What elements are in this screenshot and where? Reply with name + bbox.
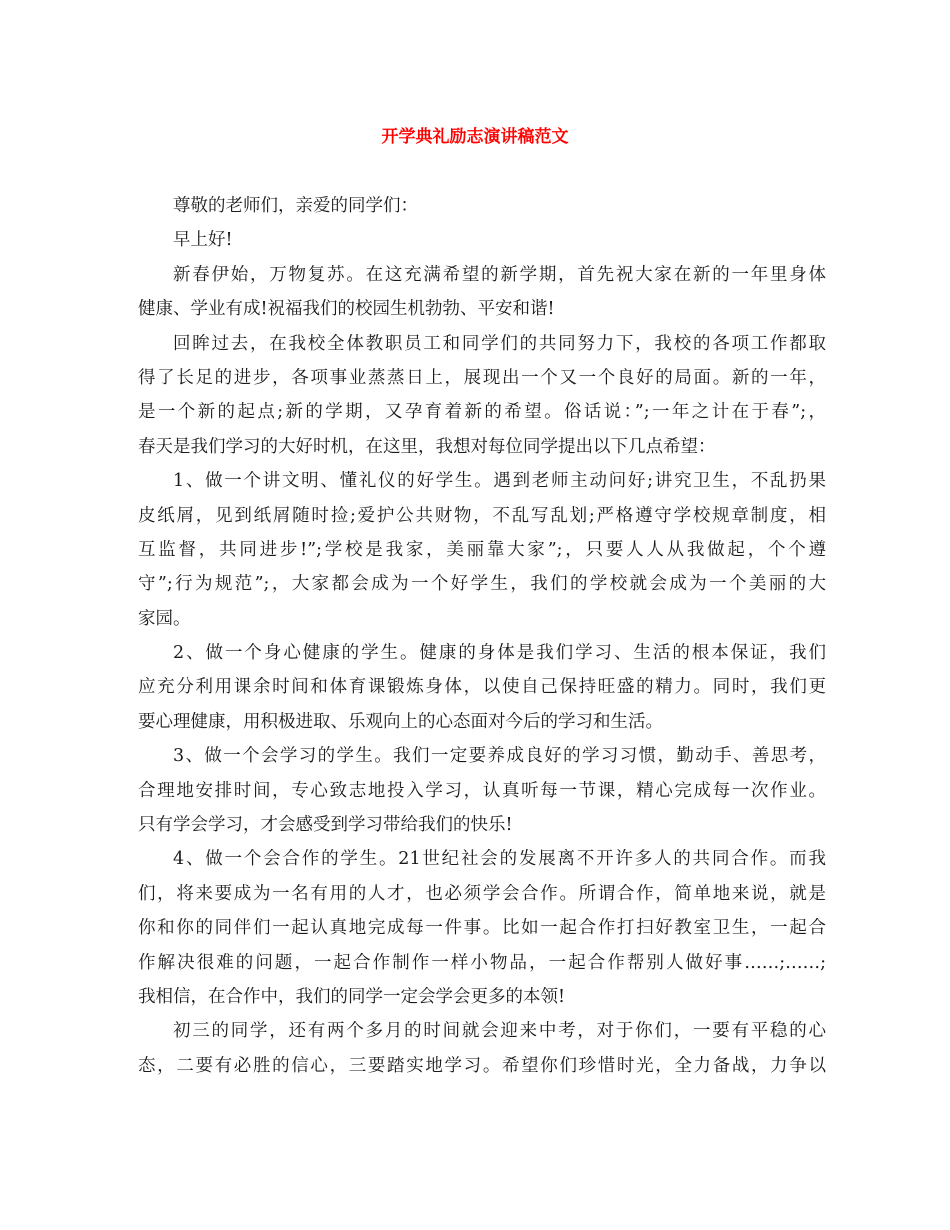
body-line: 态，二要有必胜的信心，三要踏实地学习。希望你们珍惜时光，全力备战，力争以 — [138, 1055, 826, 1076]
body-line: 应充分利用课余时间和体育课锻炼身体，以使自己保持旺盛的精力。同时，我们更 — [138, 677, 826, 698]
body-line: 春天是我们学习的大好时机，在这里，我想对每位同学提出以下几点希望： — [138, 436, 716, 457]
body-line: 作解决很难的问题，一起合作制作一样小物品，一起合作帮别人做好事……;……; — [138, 952, 826, 973]
body-line: 要心理健康，用积极进取、乐观向上的心态面对今后的学习和生活。 — [138, 711, 663, 732]
body-line: 皮纸屑，见到纸屑随时捡;爱护公共财物，不乱写乱划;严格遵守学校规章制度，相 — [138, 505, 826, 526]
body-line: 1、做一个讲文明、懂礼仪的好学生。遇到老师主动问好;讲究卫生，不乱扔果 — [173, 471, 826, 492]
body-line: 我相信，在合作中，我们的同学一定会学会更多的本领! — [138, 986, 566, 1007]
body-line: 4、做一个会合作的学生。21世纪社会的发展离不开许多人的共同合作。而我 — [173, 849, 826, 870]
body-line: 互监督，共同进步!”;学校是我家，美丽靠大家”;，只要人人从我做起，个个遵 — [138, 539, 826, 560]
body-line: 是一个新的起点;新的学期，又孕育着新的希望。俗话说：”;一年之计在于春”;， — [138, 402, 826, 423]
body-line: 健康、学业有成!祝福我们的校园生机勃勃、平安和谐! — [138, 299, 555, 320]
body-line: 合理地安排时间，专心致志地投入学习，认真听每一节课，精心完成每一次作业。 — [138, 780, 826, 801]
body-line: 2、做一个身心健康的学生。健康的身体是我们学习、生活的根本保证，我们 — [173, 643, 826, 664]
body-line: 家园。 — [138, 608, 191, 629]
body-line: 回眸过去，在我校全体教职员工和同学们的共同努力下，我校的各项工作都取 — [173, 333, 826, 354]
body-line: 3、做一个会学习的学生。我们一定要养成良好的学习习惯，勤动手、善思考， — [173, 746, 826, 767]
body-line: 新春伊始，万物复苏。在这充满希望的新学期，首先祝大家在新的一年里身体 — [173, 264, 826, 285]
body-line: 守”;行为规范”;，大家都会成为一个好学生，我们的学校就会成为一个美丽的大 — [138, 574, 826, 595]
body-line: 们，将来要成为一名有用的人才，也必须学会合作。所谓合作，简单地来说，就是 — [138, 883, 826, 904]
document-body — [138, 189, 826, 1083]
document-title: 开学典礼励志演讲稿范文 — [381, 127, 569, 147]
body-line: 你和你的同伴们一起认真地完成每一件事。比如一起合作打扫好教室卫生，一起合 — [138, 918, 826, 939]
body-line: 只有学会学习，才会感受到学习带给我们的快乐! — [138, 815, 513, 836]
body-line: 尊敬的老师们，亲爱的同学们： — [173, 196, 418, 216]
body-line: 早上好! — [173, 230, 233, 251]
body-line: 初三的同学，还有两个多月的时间就会迎来中考，对于你们，一要有平稳的心 — [173, 1021, 826, 1042]
body-line: 得了长足的进步，各项事业蒸蒸日上，展现出一个又一个良好的局面。新的一年， — [138, 367, 826, 388]
